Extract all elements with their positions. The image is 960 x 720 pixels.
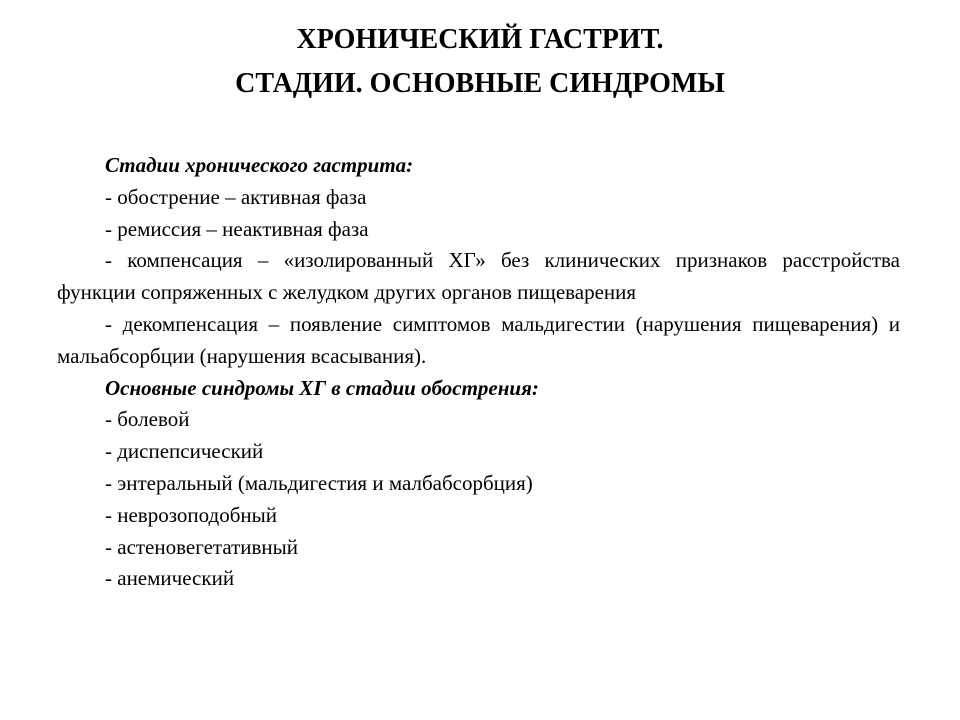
stage-item-compensation: - компенсация – «изолированный ХГ» без клинических признаков расстройства функции сопряженных с желудком других органов пищеварения (57, 248, 900, 305)
title-line-2: СТАДИИ. ОСНОВНЫЕ СИНДРОМЫ (235, 68, 725, 99)
syndrome-item-pain: - болевой (105, 407, 190, 432)
syndromes-heading: Основные синдромы ХГ в стадии обострения: (105, 375, 539, 400)
syndrome-item-dyspeptic: - диспепсический (105, 439, 264, 464)
syndrome-item-enteral: - энтеральный (мальдигестия и малбабсорбция) (105, 470, 533, 495)
stages-heading: Стадии хронического гастрита: (105, 153, 414, 177)
stage-item-exacerbation: - обострение – активная фаза (105, 184, 367, 209)
syndrome-item-asthenovegetative: - астеновегетативный (105, 534, 299, 559)
slide-body (57, 150, 900, 595)
page-title (0, 18, 960, 106)
stage-item-decompensation: - декомпенсация – появление симптомов мальдигестии (нарушения пищеварения) и мальабсорбции (нарушения всасывания). (57, 311, 900, 368)
title-line-1: ХРОНИЧЕСКИЙ ГАСТРИТ. (296, 24, 664, 55)
syndrome-item-neurosis-like: - неврозоподобный (105, 502, 277, 527)
syndrome-item-anemic: - анемический (105, 566, 235, 591)
stage-item-remission: - ремиссия – неактивная фаза (105, 216, 369, 241)
